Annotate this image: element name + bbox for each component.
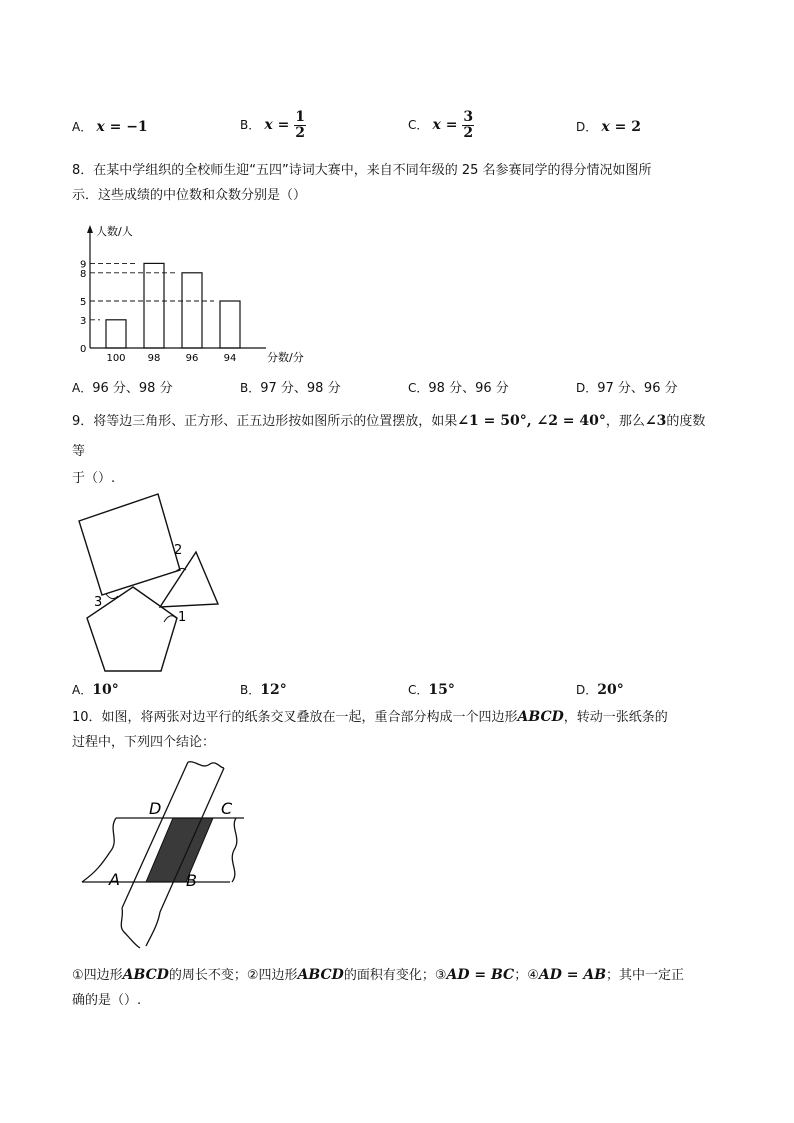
crossed-strips-figure [76,758,248,950]
x-axis-label: 分数/分 [267,351,304,364]
option-label: C． [408,118,429,132]
option-value: 12° [260,682,287,698]
q8-option-b [240,379,341,398]
option-value: 2 [631,119,641,135]
q9-option-a [72,681,119,700]
fraction: $\frac{1}{2}$ [295,109,305,141]
stem-text: ，转动一张纸条的 [563,710,668,725]
q9-option-c [408,681,455,700]
angle-2-label: 2 [174,543,183,558]
q10-stem-line1 [72,708,668,727]
equation: AD = BC [446,967,515,983]
stem-text: ，那么 [605,414,645,429]
option-label: B． [240,381,261,395]
bar-100 [106,320,126,348]
y-tick-label: 8 [80,268,87,280]
x-tick-label: 96 [185,353,199,364]
stem-text: 9．将等边三角形、正方形、正五边形按如图所示的位置摆放，如果 [72,414,458,429]
q10-stem-line2: 过程中，下列四个结论： [72,735,216,750]
quad-name: ABCD [122,967,169,983]
option-eq: = [272,117,295,133]
option-label: A． [72,683,93,697]
q8-stem-line2: 示．这些成绩的中位数和众数分别是（） [72,188,307,203]
angle-1-label: 1 [178,610,187,625]
angle-3-label: 3 [94,595,103,610]
option-text: 98 分、96 分 [428,381,509,396]
q7-option-d [576,118,641,137]
option-text: 97 分、96 分 [597,381,678,396]
option-label: D． [576,381,598,395]
option-value: −1 [126,119,148,135]
bar-98 [144,263,164,348]
option-eq: = [104,119,127,135]
stem-text: 的度数 [666,414,706,429]
option-label: A． [72,120,93,134]
option-var: x [96,119,105,135]
square-shape [79,494,183,595]
option-eq: = [440,117,463,133]
q8-option-a [72,379,173,398]
option-label: C． [408,381,429,395]
option-value: 10° [92,682,119,698]
score-bar-chart [70,222,330,370]
stem-text: ；④ [514,968,539,983]
fraction: $\frac{3}{2}$ [463,109,474,141]
polygon-figure [72,490,232,676]
bar-94 [220,301,240,348]
vertex-label-b: B [186,871,197,890]
option-label: B． [240,683,261,697]
q7-option-a [72,118,148,137]
option-label: A． [72,381,93,395]
q10-conclusions-line [72,966,684,985]
angle-1-arc [164,616,176,622]
y-tick-label: 9 [80,259,87,271]
stem-text: 的面积有变化；③ [343,968,447,983]
vertex-label-d: D [149,799,162,818]
q10-conclusions-line2: 确的是（）. [72,993,142,1008]
vertex-label-a: A [109,870,120,889]
option-value: 20° [597,682,624,698]
angle-3-symbol: ∠3 [644,413,667,429]
chart-axes [87,225,266,348]
option-label: D． [576,683,598,697]
bar-96 [182,273,202,348]
y-tick-label: 0 [80,344,87,355]
q9-stem-line2: 等 [72,444,86,459]
q7-option-b [240,110,306,141]
x-tick-label: 100 [106,353,126,364]
stem-text: 10．如图，将两张对边平行的纸条交叉叠放在一起，重合部分构成一个四边形 [72,710,518,725]
option-value: 15° [428,682,455,698]
option-var: x [601,119,610,135]
q9-stem-line1 [72,412,705,431]
quad-name: ABCD [517,709,564,725]
option-text: 97 分、98 分 [260,381,341,396]
x-tick-label: 98 [147,353,161,364]
option-eq: = [609,119,632,135]
option-text: 96 分、98 分 [92,381,173,396]
stem-text: 的周长不变；②四边形 [168,968,298,983]
angle-3-arc [106,594,118,599]
q7-option-c [408,110,474,141]
y-axis-label: 人数/人 [96,225,133,238]
equation: AD = AB [538,967,607,983]
quad-name: ABCD [297,967,344,983]
option-label: C． [408,683,429,697]
q8-option-c [408,379,509,398]
overlap-parallelogram-abcd [146,818,213,882]
stem-text: ；其中一定正 [606,968,685,983]
angle-expression: ∠1 = 50°, ∠2 = 40° [457,413,606,429]
equilateral-triangle-shape [160,552,218,607]
q9-option-d [576,681,624,700]
q9-stem-line3: 于（）. [72,471,116,486]
stem-text: ①四边形 [72,968,123,983]
option-var: x [432,117,441,133]
x-tick-label: 94 [223,353,237,364]
q9-option-b [240,681,287,700]
q8-stem-line1: 8．在某中学组织的全校师生迎“五四”诗词大赛中，来自不同年级的 25 名参赛同学的得分情况如图所 [72,163,652,178]
q8-option-d [576,379,678,398]
y-tick-label: 5 [80,297,87,308]
option-label: B． [240,118,261,132]
option-label: D． [576,120,598,134]
vertex-label-c: C [221,799,233,818]
y-tick-label: 3 [80,315,87,327]
option-var: x [264,117,273,133]
